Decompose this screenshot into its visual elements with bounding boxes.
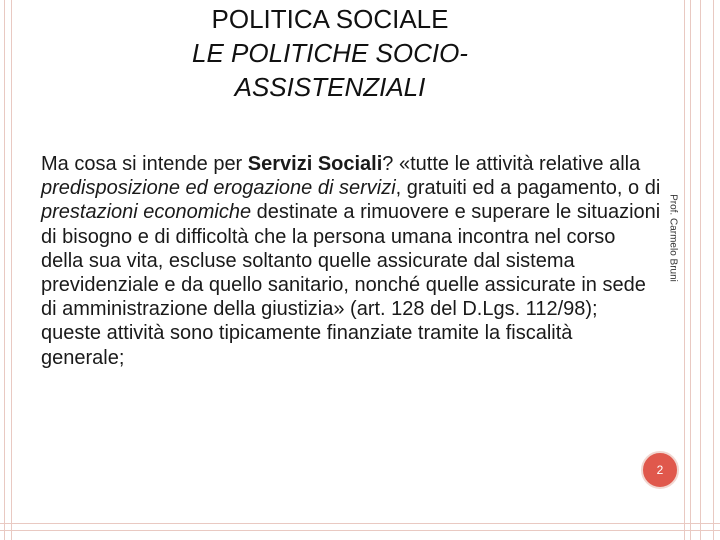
body-text-part: ? «tutte le attività relative alla xyxy=(382,153,641,175)
decorative-rule-vertical-5 xyxy=(700,0,701,540)
slide-title xyxy=(120,2,540,104)
page-number: 2 xyxy=(656,463,664,477)
decorative-rule-vertical-4 xyxy=(690,0,691,540)
decorative-rule-vertical-6 xyxy=(713,0,714,540)
body-text-italic-phrase: prestazioni economiche xyxy=(41,201,252,224)
decorative-rule-horizontal-1 xyxy=(0,523,720,524)
author-name: Prof. Carmelo Bruni xyxy=(667,194,679,282)
author-sidebar xyxy=(656,178,690,298)
body-text-part: destinate a rimuovere e superare le situazioni di bisogno e di difficoltà che la persona umana incontra nel corso della sua vita, escluse soltanto quelle assicurate dal sistema previdenziale e da quello sanitario, nonché quelle assicurate in sede di amministrazione della giustizia» (art. 128 del D.Lgs. 112/98); queste attività sono tipicamente finanziate tramite la fiscalità generale; xyxy=(41,201,661,369)
title-line-1: POLITICA SOCIALE xyxy=(211,4,449,34)
decorative-rule-vertical-1 xyxy=(4,0,5,540)
decorative-rule-horizontal-2 xyxy=(0,530,720,531)
body-text-part: , gratuiti ed a pagamento, o di xyxy=(395,177,661,200)
title-line-2: LE POLITICHE SOCIO-ASSISTENZIALI xyxy=(192,38,468,102)
decorative-rule-vertical-2 xyxy=(11,0,12,540)
slide-body-text xyxy=(41,152,661,370)
body-text-part: Ma cosa si intende per xyxy=(41,153,248,175)
body-text-italic-phrase: predisposizione ed erogazione di servizi xyxy=(41,177,396,200)
body-text-bold-term: Servizi Sociali xyxy=(247,153,383,175)
page-number-badge xyxy=(641,451,679,489)
